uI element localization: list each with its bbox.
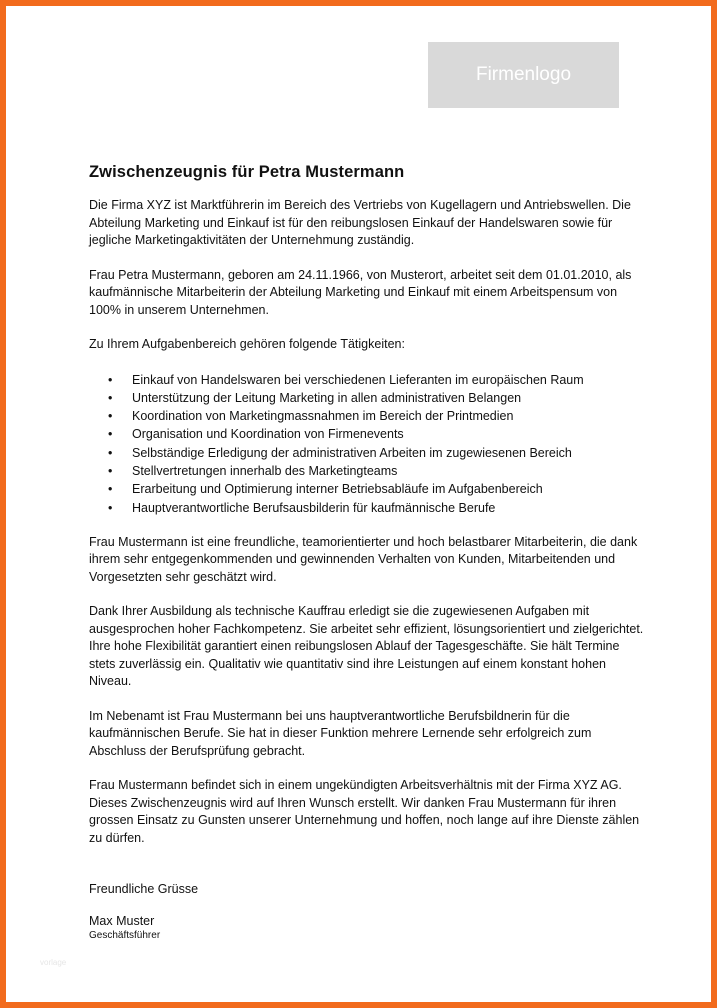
body-paragraph-competence: Dank Ihrer Ausbildung als technische Kauffrau erledigt sie die zugewiesenen Aufgaben mit ausgesprochen hoher Fachkompetenz. Sie arbeitet sehr effizient, lösungsorientiert und zielgerichtet. Ihre hohe Flexibilität garantiert einen reibungslosen Ablauf der Tagesgeschäfte. Sie hält Termine stets zuverlässig ein. Qualitativ wie quantitativ sind ihre Leistungen auf einem konstant hohen Niveau. xyxy=(89,604,644,689)
body-paragraph-personality: Frau Mustermann ist eine freundliche, teamorientierter und hoch belastbarer Mitarbeiterin, die dank ihrem sehr entgegenkommenden und gewinnenden Verhalten von Kunden, Mitarbeitenden und Vorgesetzten sehr geschätzt wird. xyxy=(89,534,638,584)
task-text: Unterstützung der Leitung Marketing in allen administrativen Belangen xyxy=(132,390,522,405)
bullet-icon: • xyxy=(108,463,113,478)
bullet-icon: • xyxy=(108,427,113,442)
logo-text: Firmenlogo xyxy=(475,64,572,85)
task-text: Stellvertretungen innerhalb des Marketingteams xyxy=(132,463,398,478)
signer-name: Max Muster xyxy=(89,914,155,928)
bullet-icon: • xyxy=(108,372,113,387)
bullet-icon: • xyxy=(108,482,113,497)
letter-title: Zwischenzeugnis für Petra Mustermann xyxy=(89,163,405,181)
bullet-icon: • xyxy=(108,390,113,405)
list-item xyxy=(108,462,649,480)
list-item xyxy=(108,499,649,517)
list-item xyxy=(108,371,649,389)
task-text: Koordination von Marketingmassnahmen im Bereich der Printmedien xyxy=(132,409,514,424)
list-item xyxy=(108,389,649,407)
intro-paragraph-employee: Frau Petra Mustermann, geboren am 24.11.1966, von Musterort, arbeitet seit dem 01.01.2010, als kaufmännische Mitarbeiterin der Abteilung Marketing und Einkauf mit einem Arbeitspensum von 100% in unserem Unternehmen. xyxy=(89,267,632,317)
task-text: Hauptverantwortliche Berufsausbilderin für kaufmännische Berufe xyxy=(132,500,496,515)
bullet-icon: • xyxy=(108,409,113,424)
signer-role: Geschäftsführer xyxy=(89,930,161,941)
intro-paragraph-tasks-heading: Zu Ihrem Aufgabenbereich gehören folgende Tätigkeiten: xyxy=(89,337,405,351)
list-item xyxy=(108,444,649,462)
list-item xyxy=(108,480,649,498)
task-text: Selbständige Erledigung der administrativen Arbeiten im zugewiesenen Bereich xyxy=(132,445,572,460)
company-logo-placeholder xyxy=(428,42,619,108)
intro-paragraph-company: Die Firma XYZ ist Marktführerin im Bereich des Vertriebs von Kugellagern und Antriebswellen. Die Abteilung Marketing und Einkauf ist für den reibungslosen Einkauf der Handelswaren sowie für jegliche Marketingaktivitäten der Unternehmung zuständig. xyxy=(89,198,631,247)
task-text: Erarbeitung und Optimierung interner Betriebsabläufe im Aufgabenbereich xyxy=(132,482,543,497)
list-item xyxy=(108,407,649,425)
letter-body xyxy=(89,162,649,864)
bullet-icon: • xyxy=(108,500,113,515)
task-text: Organisation und Koordination von Firmenevents xyxy=(132,427,404,442)
bullet-icon: • xyxy=(108,445,113,460)
task-list xyxy=(89,371,649,517)
watermark-text: vorlage xyxy=(40,958,67,967)
task-text: Einkauf von Handelswaren bei verschiedenen Lieferanten im europäischen Raum xyxy=(132,372,584,387)
body-paragraph-conclusion: Frau Mustermann befindet sich in einem ungekündigten Arbeitsverhältnis mit der Firma XYZ AG. Dieses Zwischenzeugnis wird auf Ihren Wunsch erstellt. Wir danken Frau Mustermann für ihren grossen Einsatz zu Gunsten unserer Unternehmung und hoffen, noch lange auf ihre Dienste zählen zu dürfen. xyxy=(89,778,640,845)
body-paragraph-side-role: Im Nebenamt ist Frau Mustermann bei uns hauptverantwortliche Berufsbildnerin für die kaufmännischen Berufe. Sie hat in dieser Funktion mehrere Lernende sehr erfolgreich zum Abschluss der Berufsprüfung gebracht. xyxy=(89,708,592,758)
closing-greeting: Freundliche Grüsse xyxy=(89,882,199,896)
list-item xyxy=(108,425,649,443)
